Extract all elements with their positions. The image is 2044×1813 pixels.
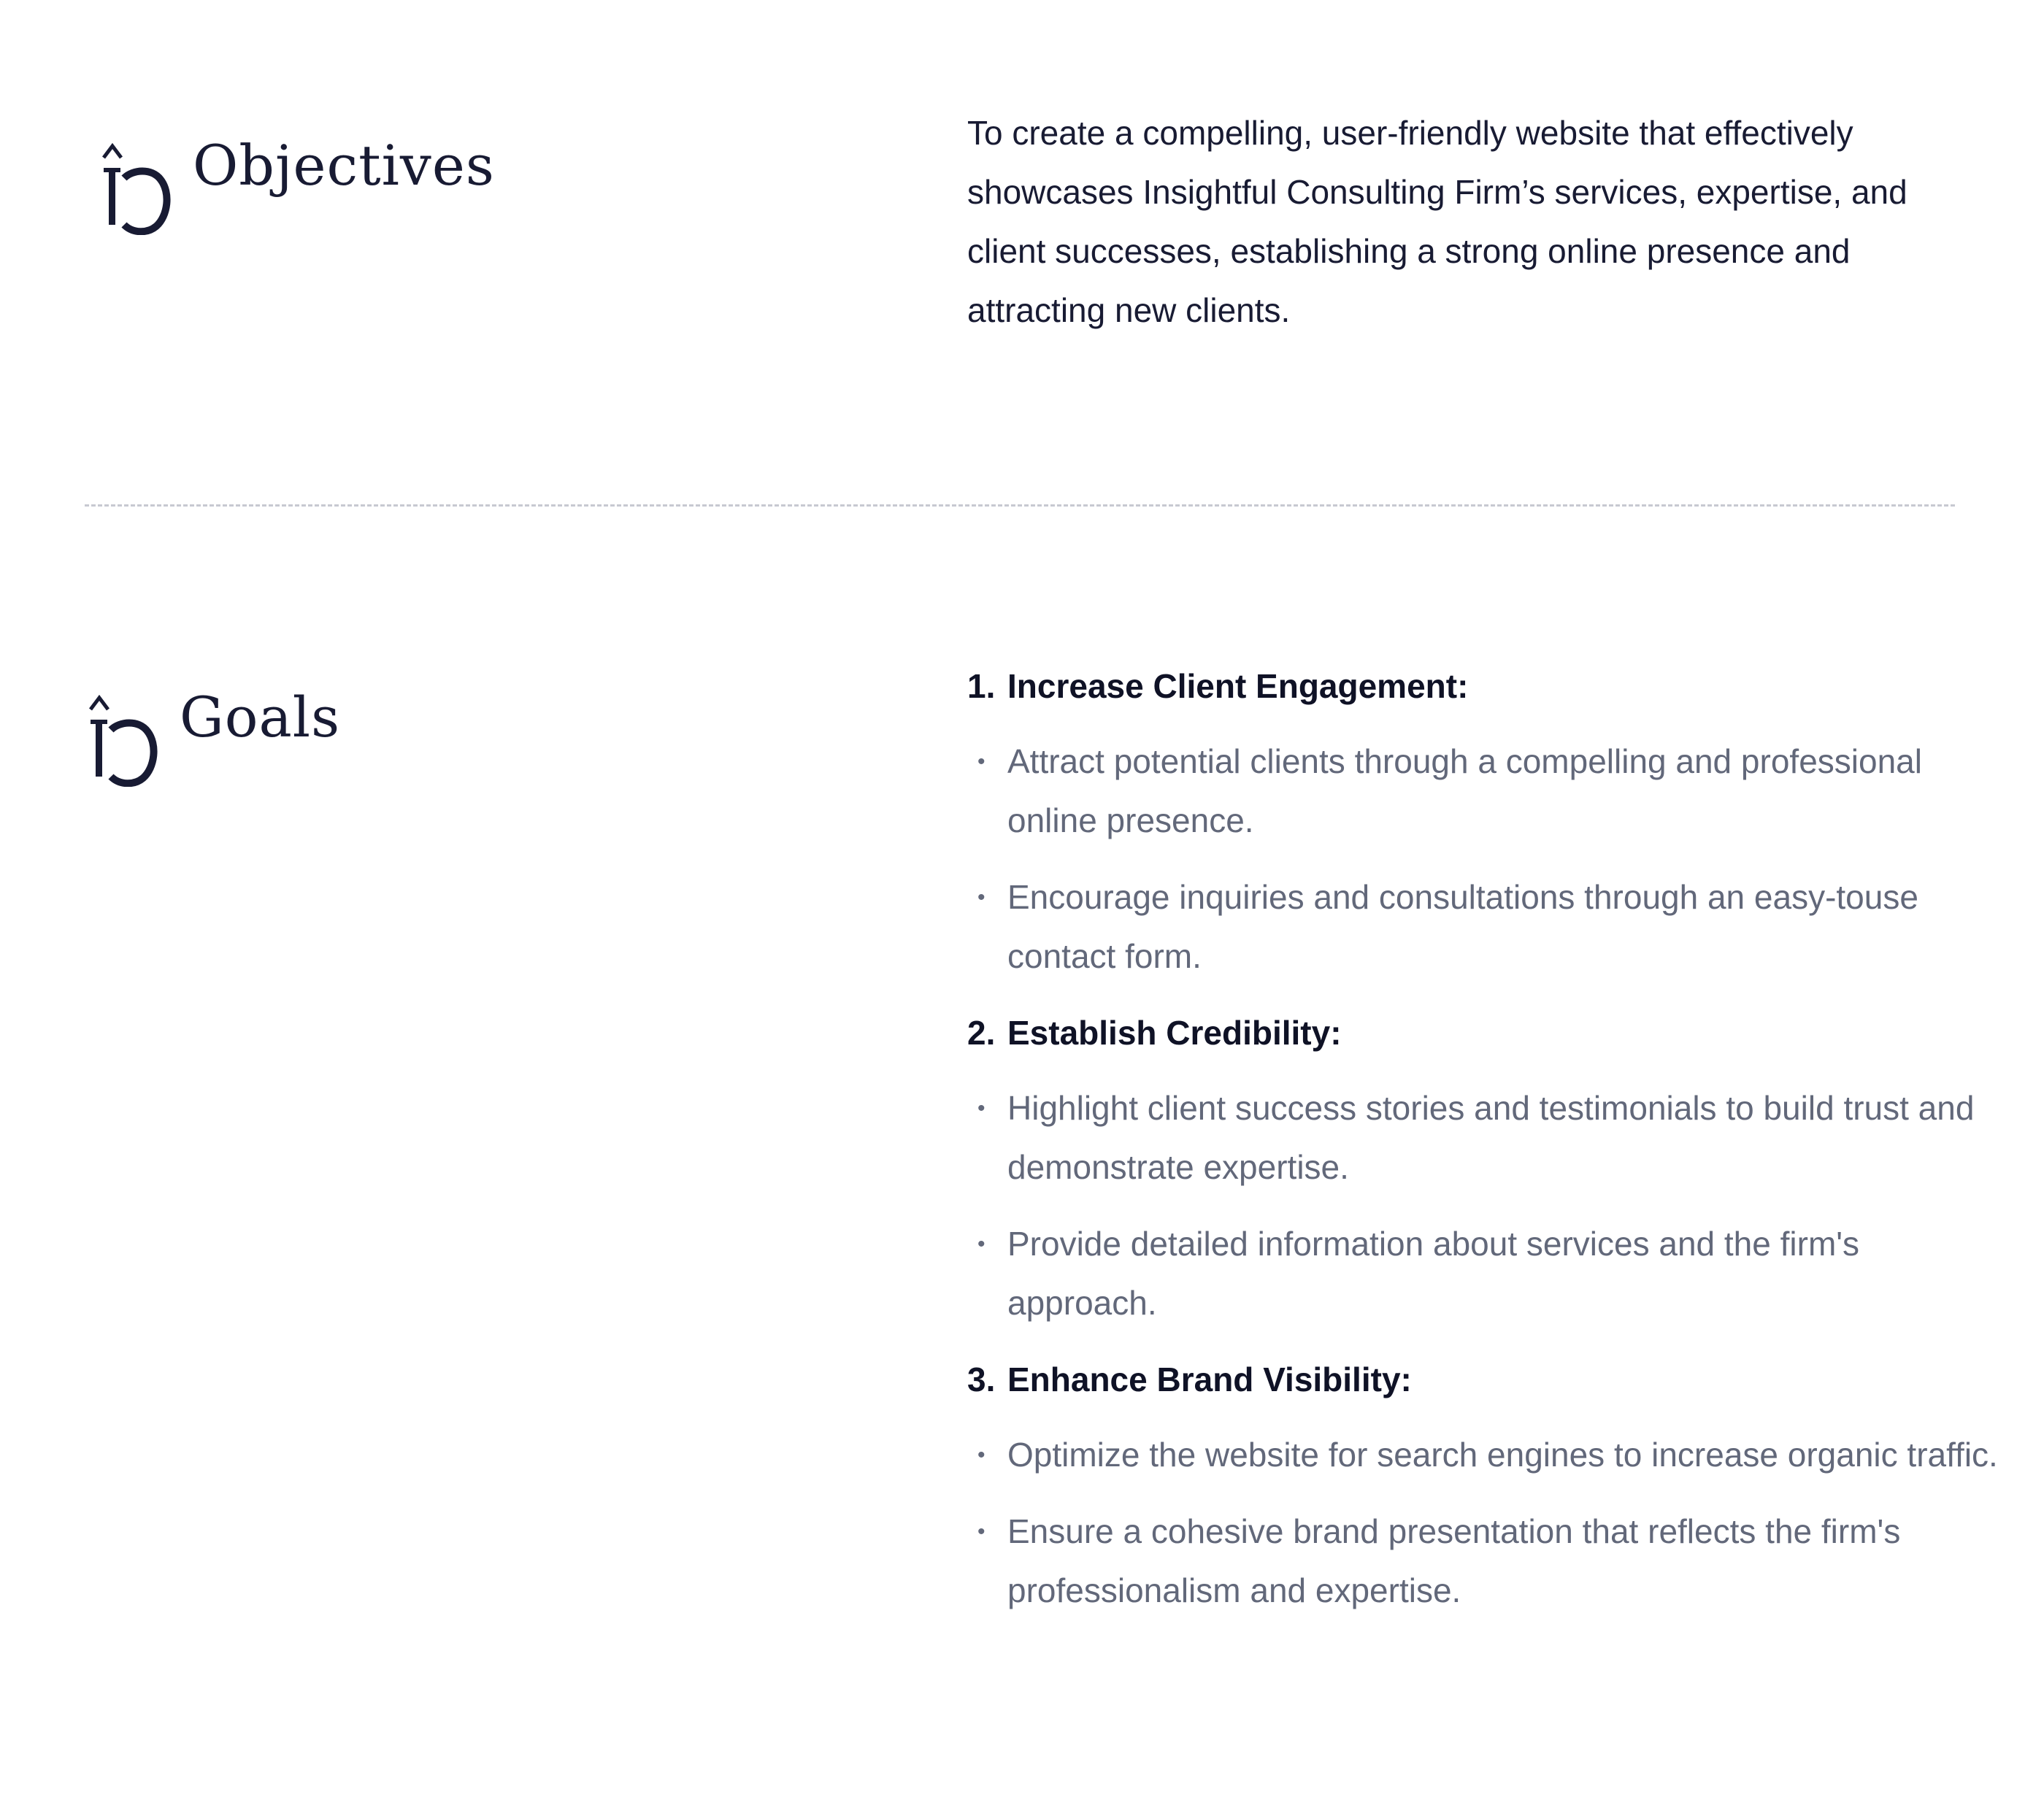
- goal-title-text: Increase Client Engagement:: [1007, 667, 1469, 705]
- goal-item: [967, 657, 2004, 986]
- bullet-icon: •: [977, 1096, 986, 1120]
- objectives-heading: [95, 101, 495, 235]
- goal-point: [967, 1079, 2004, 1197]
- goal-title: [967, 657, 2004, 716]
- ic-monogram-icon: [82, 692, 158, 787]
- goal-number: 3.: [967, 1360, 996, 1398]
- goal-title-text: Enhance Brand Visibility:: [1007, 1360, 1412, 1398]
- goal-point-text: Attract potential clients through a compelling and professional online presence.: [1007, 742, 1922, 839]
- section-divider: [85, 504, 1955, 507]
- bullet-icon: •: [977, 1520, 986, 1544]
- goal-points: [967, 1425, 2004, 1620]
- goal-item: [967, 1350, 2004, 1620]
- goal-point-text: Encourage inquiries and consultations through an easy-touse contact form.: [1007, 878, 1918, 975]
- goal-item: [967, 1004, 2004, 1333]
- goals-heading: [82, 653, 340, 787]
- goal-point-text: Highlight client success stories and testimonials to build trust and demonstrate expertise.: [1007, 1089, 1975, 1186]
- goal-points: [967, 1079, 2004, 1333]
- goal-point: [967, 868, 2004, 986]
- bullet-icon: •: [977, 885, 986, 909]
- goal-point: [967, 1425, 2004, 1485]
- goal-number: 2.: [967, 1014, 996, 1052]
- goal-point: [967, 1215, 2004, 1333]
- goal-point-text: Provide detailed information about services and the firm's approach.: [1007, 1225, 1860, 1322]
- goal-title: [967, 1350, 2004, 1409]
- goal-point: [967, 1502, 2004, 1620]
- bullet-icon: •: [977, 750, 986, 774]
- goals-list: [967, 657, 2004, 1638]
- goals-section: [0, 555, 2044, 1813]
- goal-number: 1.: [967, 667, 996, 705]
- objectives-description: To create a compelling, user-friendly website that effectively showcases Insightful Consulting Firm’s services, expertise, and client successes, establishing a strong online presence and attracting new clients.: [967, 114, 1907, 329]
- goals-title: Goals: [180, 684, 341, 750]
- ic-monogram-icon: [95, 140, 171, 235]
- goal-point-text: Optimize the website for search engines to increase organic traffic.: [1007, 1436, 1998, 1474]
- objectives-section: [0, 0, 2044, 474]
- goal-point-text: Ensure a cohesive brand presentation that reflects the firm's professionalism and expertise.: [1007, 1512, 1901, 1609]
- goal-title-text: Establish Credibility:: [1007, 1014, 1342, 1052]
- objectives-title: Objectives: [193, 132, 495, 198]
- bullet-icon: •: [977, 1232, 986, 1256]
- goal-point: [967, 732, 2004, 850]
- goal-title: [967, 1004, 2004, 1063]
- bullet-icon: •: [977, 1443, 986, 1467]
- goal-points: [967, 732, 2004, 986]
